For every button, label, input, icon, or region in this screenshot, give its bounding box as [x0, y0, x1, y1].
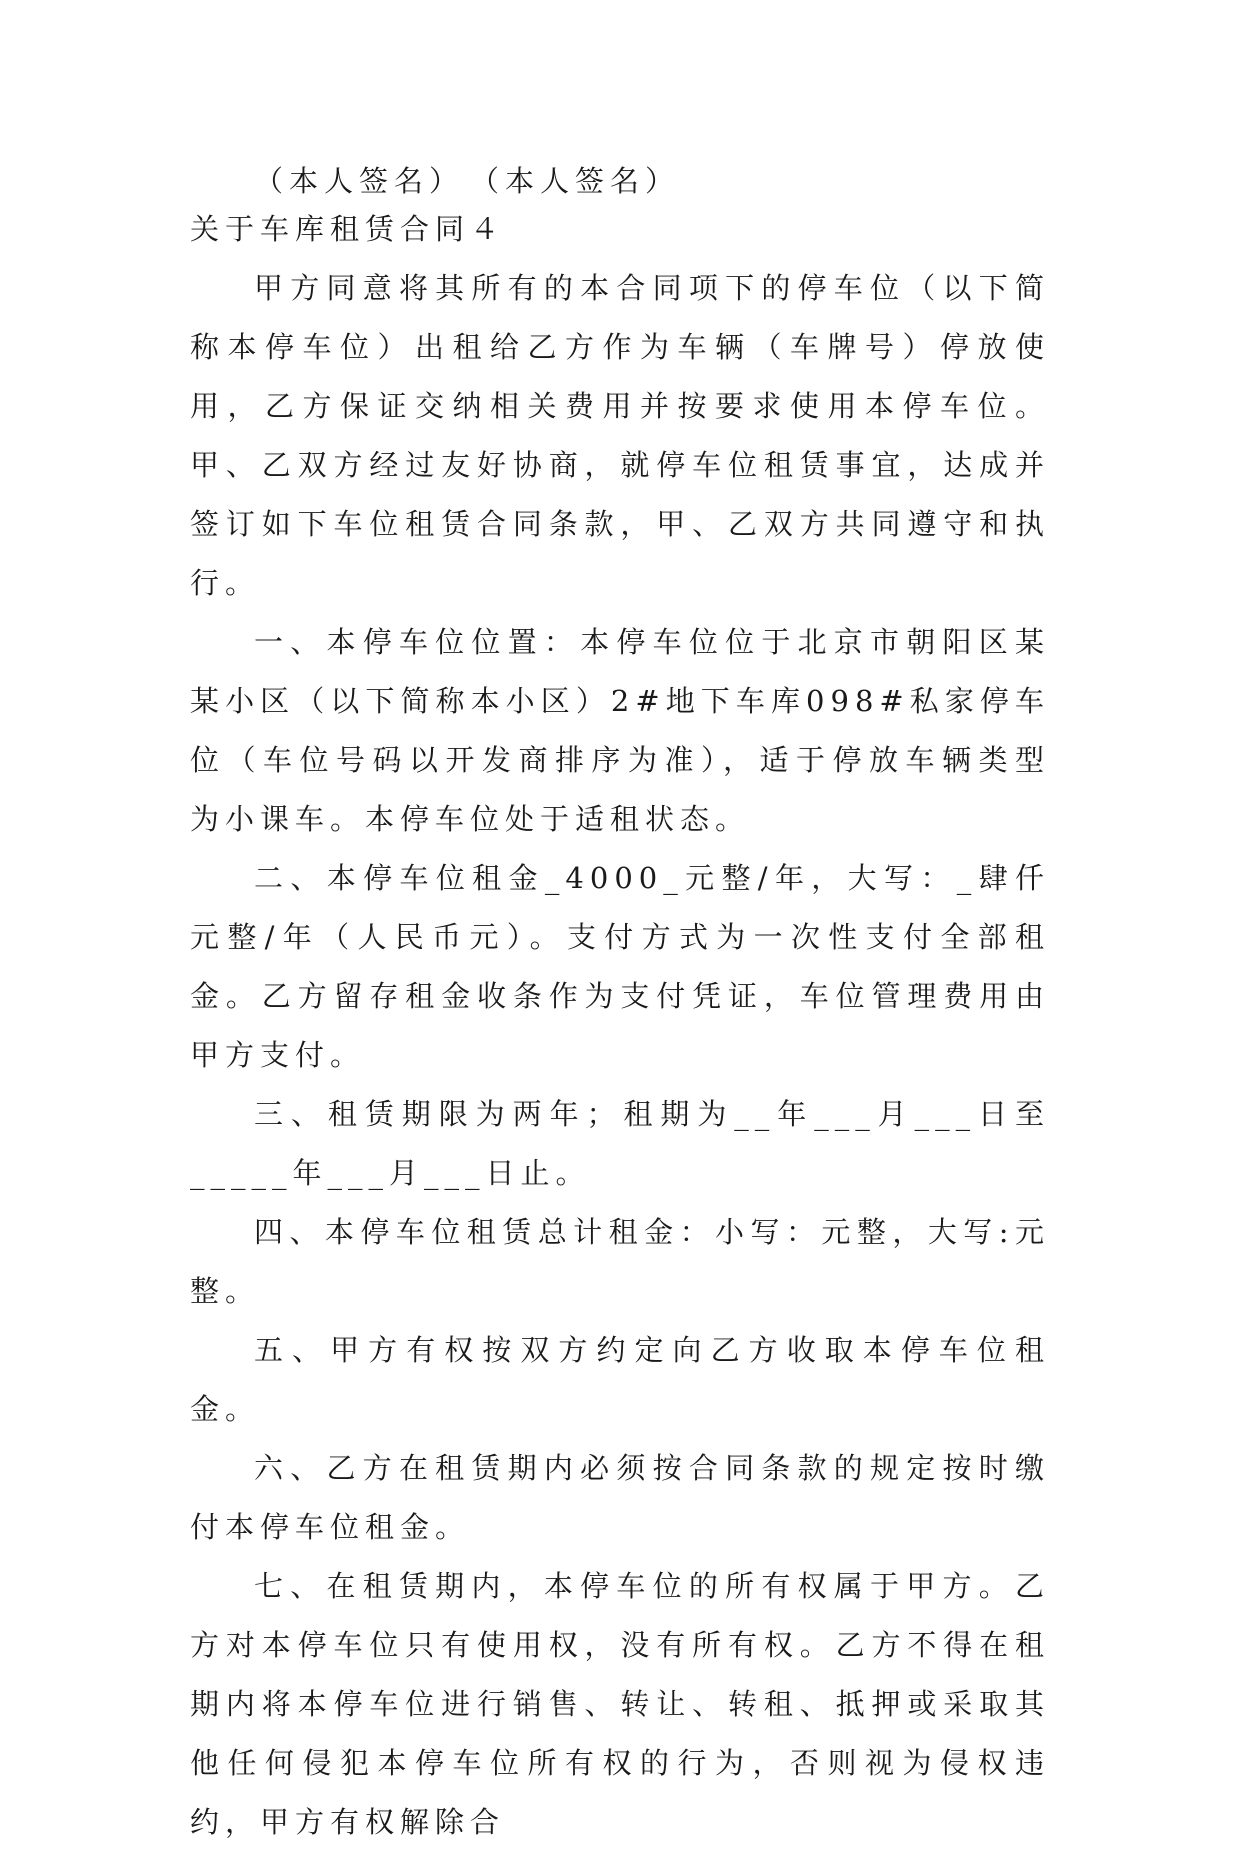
paragraph-intro: 甲方同意将其所有的本合同项下的停车位（以下简称本停车位）出租给乙方作为车辆（车牌号）停放使用，乙方保证交纳相关费用并按要求使用本停车位。甲、乙双方经过友好协商，就停车位租赁事宜，达成并签订如下车位租赁合同条款，甲、乙双方共同遵守和执行。: [190, 271, 1050, 600]
document-heading: 关于车库租赁合同４: [190, 212, 506, 246]
signature-line: （本人签名） （本人签名）: [254, 164, 681, 198]
document-body: [190, 200, 1050, 1852]
paragraph-clause-4: 四、本停车位租赁总计租金：小写：元整，大写:元整。: [190, 1215, 1050, 1308]
paragraph-clause-6: 六、乙方在租赁期内必须按合同条款的规定按时缴付本停车位租金。: [190, 1451, 1050, 1544]
paragraph-clause-2: 二、本停车位租金_4000_元整/年，大写：_肆仟元整/年（人民币元）。支付方式为一次性支付全部租金。乙方留存租金收条作为支付凭证，车位管理费用由甲方支付。: [190, 861, 1050, 1072]
paragraph-clause-7: 七、在租赁期内，本停车位的所有权属于甲方。乙方对本停车位只有使用权，没有所有权。乙方不得在租期内将本停车位进行销售、转让、转租、抵押或采取其他任何侵犯本停车位所有权的行为，否则视为侵权违约，甲方有权解除合: [190, 1569, 1050, 1839]
paragraph-clause-1: 一、本停车位位置：本停车位位于北京市朝阳区某某小区（以下简称本小区）2#地下车库098#私家停车位（车位号码以开发商排序为准），适于停放车辆类型为小课车。本停车位处于适租状态。: [190, 625, 1050, 836]
paragraph-clause-5: 五、甲方有权按双方约定向乙方收取本停车位租金。: [190, 1333, 1050, 1426]
paragraph-clause-3: 三、租赁期限为两年；租期为__年___月___日至_____年___月___日止。: [190, 1097, 1050, 1190]
